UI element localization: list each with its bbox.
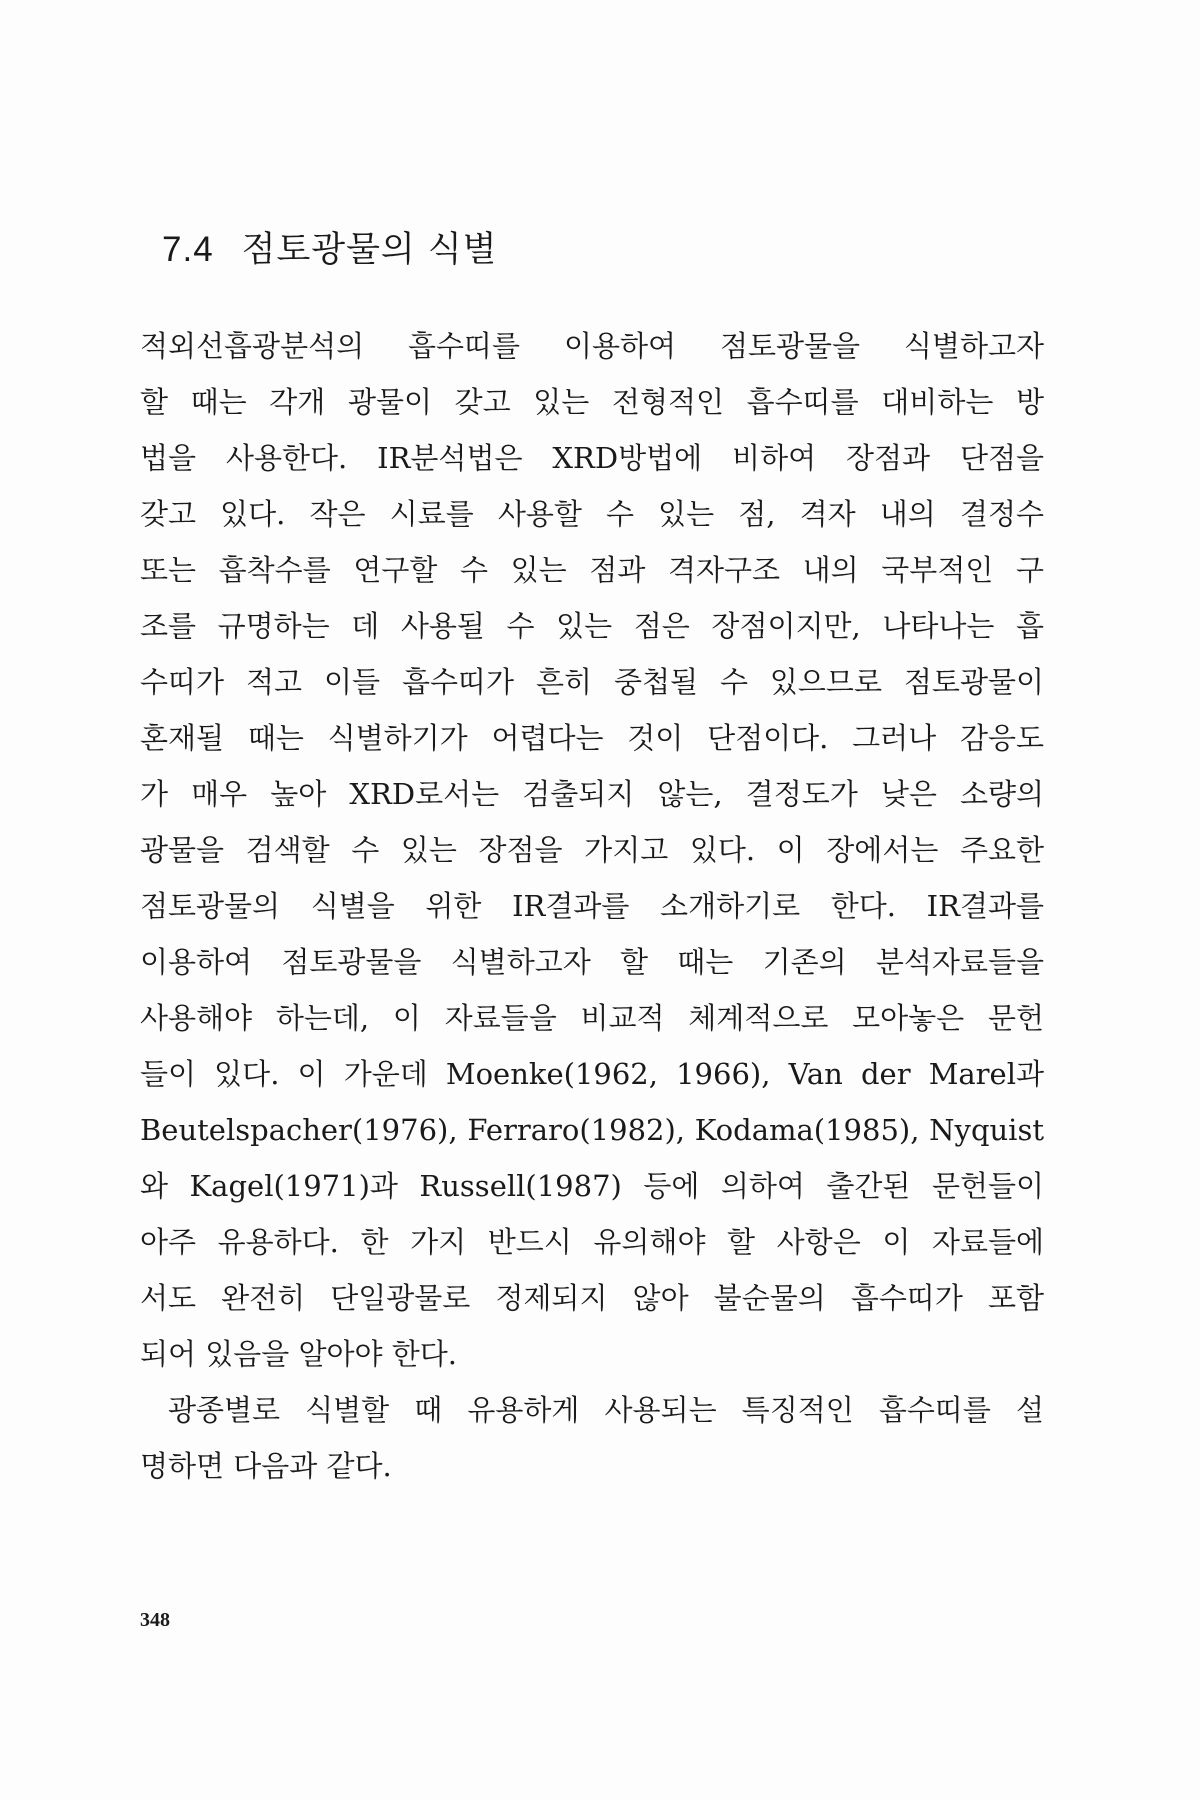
text-line: 이용하여 점토광물을 식별하고자 할 때는 기존의 분석자료들을 [140,945,1044,979]
section-number: 7.4 [162,230,214,269]
section-title: 점토광물의 식별 [241,230,498,270]
text-line: 수띠가 적고 이들 흡수띠가 흔히 중첩될 수 있으므로 점토광물이 [140,665,1044,699]
text-line: 되어 있음을 알아야 한다. [140,1337,458,1371]
text-line: 광종별로 식별할 때 유용하게 사용되는 특징적인 흡수띠를 설 [168,1393,1044,1427]
section-heading [162,228,1062,272]
text-line: 갖고 있다. 작은 시료를 사용할 수 있는 점, 격자 내의 결정수 [140,497,1044,531]
paragraph-1 [140,318,1044,1382]
text-line: 명하면 다음과 같다. [140,1449,392,1483]
text-line: Beutelspacher(1976), Ferraro(1982), Kodama(1985), Nyquist [140,1113,1044,1147]
text-line: 들이 있다. 이 가운데 Moenke(1962, 1966), Van der Marel과 [140,1057,1044,1091]
text-line: 광물을 검색할 수 있는 장점을 가지고 있다. 이 장에서는 주요한 [140,833,1044,867]
paragraph-2 [140,1382,1044,1494]
text-line: 또는 흡착수를 연구할 수 있는 점과 격자구조 내의 국부적인 구 [140,553,1044,587]
text-line: 가 매우 높아 XRD로서는 검출되지 않는, 결정도가 낮은 소량의 [140,777,1044,811]
text-line: 와 Kagel(1971)과 Russell(1987) 등에 의하여 출간된 문헌들이 [140,1169,1044,1203]
text-line: 적외선흡광분석의 흡수띠를 이용하여 점토광물을 식별하고자 [140,329,1044,363]
text-line: 할 때는 각개 광물이 갖고 있는 전형적인 흡수띠를 대비하는 방 [140,385,1044,419]
body-text [140,318,1044,1494]
text-line: 아주 유용하다. 한 가지 반드시 유의해야 할 사항은 이 자료들에 [140,1225,1044,1259]
text-line: 점토광물의 식별을 위한 IR결과를 소개하기로 한다. IR결과를 [140,889,1044,923]
text-line: 사용해야 하는데, 이 자료들을 비교적 체계적으로 모아놓은 문헌 [140,1001,1044,1035]
text-line: 혼재될 때는 식별하기가 어렵다는 것이 단점이다. 그러나 감응도 [140,721,1044,755]
text-line: 조를 규명하는 데 사용될 수 있는 점은 장점이지만, 나타나는 흡 [140,609,1044,643]
text-line: 서도 완전히 단일광물로 정제되지 않아 불순물의 흡수띠가 포함 [140,1281,1044,1315]
text-line: 법을 사용한다. IR분석법은 XRD방법에 비하여 장점과 단점을 [140,441,1044,475]
page-number: 348 [140,1609,170,1631]
